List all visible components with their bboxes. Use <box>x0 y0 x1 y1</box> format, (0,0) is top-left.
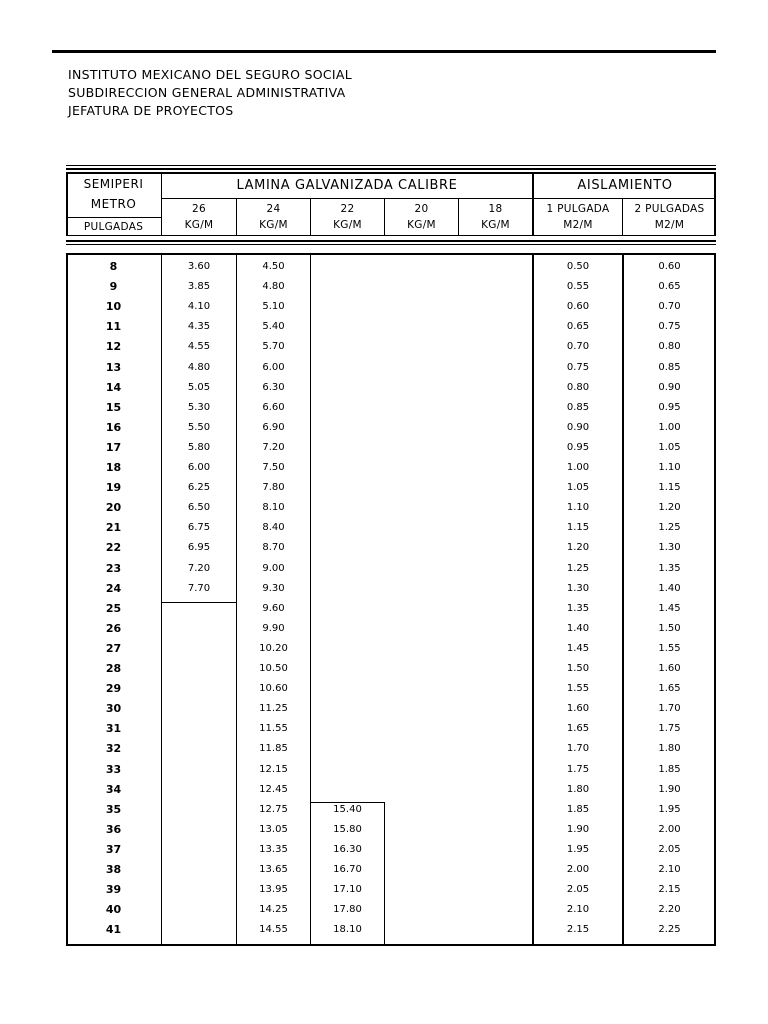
cell-a1: 0.65 <box>566 321 590 333</box>
semiperimeter-label-2: METRO <box>90 197 137 211</box>
cell-c24: 13.05 <box>259 823 288 835</box>
cell-c22: 16.70 <box>333 864 362 875</box>
gauge-26-end-rule <box>162 602 237 603</box>
cell-c24: 12.45 <box>259 783 288 795</box>
cell-c22: 15.80 <box>333 823 362 835</box>
cell-p: 40 <box>105 903 122 917</box>
cell-c24: 9.90 <box>262 622 285 634</box>
cell-c22: 17.80 <box>333 904 362 916</box>
cell-a2: 0.75 <box>658 321 681 333</box>
document-header <box>68 66 352 120</box>
cell-p: 28 <box>105 662 122 675</box>
cell-c24: 11.85 <box>259 743 288 755</box>
cell-a1: 0.50 <box>566 261 590 272</box>
cell-a2: 2.25 <box>658 924 681 936</box>
insulation-1in-unit: M2/M <box>563 218 593 231</box>
cell-a1: 1.05 <box>566 482 590 494</box>
body-bottom-border <box>66 944 716 946</box>
cell-p: 9 <box>109 280 118 294</box>
insulation-header: AISLAMIENTO <box>577 177 673 193</box>
cell-a2: 0.70 <box>658 301 681 313</box>
cell-p: 32 <box>105 742 122 756</box>
cell-c26: 5.30 <box>187 401 211 413</box>
cell-c24: 8.10 <box>262 502 285 514</box>
cell-p: 36 <box>105 822 122 836</box>
cell-a2: 0.80 <box>658 341 681 353</box>
cell-c24: 6.30 <box>262 381 285 393</box>
cell-a1: 0.70 <box>566 341 590 353</box>
gauge-26-label: 26 <box>192 202 206 215</box>
cell-a2: 1.60 <box>658 663 681 674</box>
cell-c22: 18.10 <box>333 924 362 936</box>
gauge-20-label: 20 <box>414 202 429 215</box>
cell-c24: 11.55 <box>259 723 288 735</box>
top-rule <box>52 50 716 53</box>
cell-c24: 12.15 <box>259 763 288 775</box>
cell-p: 31 <box>105 722 122 736</box>
galvanized-sheet-header: LAMINA GALVANIZADA CALIBRE <box>236 177 458 193</box>
table-top-rule <box>66 165 716 166</box>
cell-c24: 4.80 <box>262 281 285 293</box>
cell-c24: 6.60 <box>262 401 285 413</box>
cell-c24: 8.40 <box>262 522 285 534</box>
cell-c24: 13.95 <box>259 884 288 896</box>
cell-a1: 1.10 <box>566 502 590 514</box>
cell-a1: 2.15 <box>566 924 590 936</box>
col-divider-24 <box>310 253 311 944</box>
cell-c26: 4.80 <box>187 361 211 373</box>
table-top-rule-thick <box>66 168 716 170</box>
cell-p: 15 <box>105 400 122 414</box>
insulation-2in-label: 2 PULGADAS <box>634 202 705 215</box>
cell-p: 38 <box>105 863 122 876</box>
cell-c24: 10.20 <box>259 642 288 654</box>
gauge-20-unit: KG/M <box>407 218 436 231</box>
cell-a2: 1.50 <box>658 622 681 634</box>
cell-a1: 1.80 <box>566 783 590 795</box>
cell-p: 20 <box>105 501 122 515</box>
cell-a1: 0.95 <box>566 441 590 453</box>
header-bottom-rule <box>66 244 716 245</box>
cell-a1: 0.55 <box>566 281 590 293</box>
institution-name: INSTITUTO MEXICANO DEL SEGURO SOCIAL <box>68 67 353 82</box>
cell-c24: 7.80 <box>262 482 285 494</box>
cell-a2: 2.10 <box>658 864 681 875</box>
cell-a2: 2.15 <box>658 884 681 896</box>
gauge-22-label: 22 <box>340 202 355 215</box>
cell-c24: 7.50 <box>262 462 285 473</box>
cell-c26: 7.20 <box>187 562 211 574</box>
cell-p: 8 <box>109 260 118 273</box>
cell-c24: 9.60 <box>262 602 285 614</box>
cell-c24: 4.50 <box>262 261 285 272</box>
cell-a2: 1.20 <box>658 502 681 514</box>
cell-a2: 1.05 <box>658 441 681 453</box>
cell-a1: 1.65 <box>566 723 590 735</box>
cell-p: 41 <box>105 923 122 937</box>
cell-p: 10 <box>105 300 122 314</box>
cell-p: 24 <box>105 581 122 595</box>
cell-c24: 13.35 <box>259 843 288 855</box>
cell-c24: 5.40 <box>262 321 285 333</box>
cell-p: 22 <box>105 541 122 555</box>
cell-c26: 5.50 <box>187 421 211 433</box>
cell-a2: 1.25 <box>658 522 681 534</box>
cell-p: 19 <box>105 481 122 495</box>
cell-p: 29 <box>105 682 122 696</box>
cell-c26: 6.50 <box>187 502 211 514</box>
cell-c22: 16.30 <box>333 843 362 855</box>
cell-c24: 10.60 <box>259 683 288 695</box>
cell-a2: 0.65 <box>658 281 681 293</box>
cell-a2: 0.95 <box>658 401 681 413</box>
col-divider-22 <box>384 802 385 944</box>
cell-a2: 1.15 <box>658 482 681 494</box>
cell-a1: 1.30 <box>566 582 590 594</box>
cell-a1: 1.25 <box>566 562 590 574</box>
cell-a1: 1.75 <box>566 763 590 775</box>
table-header <box>66 172 716 236</box>
cell-c26: 3.60 <box>187 261 211 272</box>
cell-p: 30 <box>105 702 122 716</box>
cell-c24: 12.75 <box>259 803 288 815</box>
cell-c24: 5.70 <box>262 341 285 353</box>
cell-c26: 6.25 <box>187 482 211 494</box>
cell-c26: 6.95 <box>187 542 211 554</box>
cell-p: 11 <box>105 320 122 334</box>
cell-a1: 2.05 <box>566 884 590 896</box>
cell-c24: 7.20 <box>262 441 285 453</box>
cell-p: 25 <box>105 601 122 615</box>
gauge-24-label: 24 <box>266 202 281 215</box>
cell-a1: 1.45 <box>566 642 590 654</box>
cell-p: 35 <box>105 802 122 816</box>
col-divider-insulation <box>532 253 534 944</box>
insulation-2in-unit: M2/M <box>654 218 685 231</box>
cell-c24: 9.00 <box>262 562 285 574</box>
cell-c24: 9.30 <box>262 582 285 594</box>
cell-p: 13 <box>105 360 122 374</box>
cell-p: 17 <box>105 440 122 454</box>
cell-a2: 1.75 <box>658 723 681 735</box>
cell-c24: 6.90 <box>262 421 285 433</box>
cell-a1: 1.40 <box>566 622 590 634</box>
cell-a1: 1.55 <box>566 683 590 695</box>
cell-c24: 5.10 <box>262 301 285 313</box>
cell-a1: 2.00 <box>566 864 590 875</box>
cell-c24: 13.65 <box>259 864 288 875</box>
cell-a1: 1.60 <box>566 703 590 715</box>
cell-a2: 2.00 <box>658 823 681 835</box>
cell-c24: 8.70 <box>262 542 285 554</box>
cell-c24: 14.25 <box>259 904 288 916</box>
insulation-1in-label: 1 PULGADA <box>546 202 610 215</box>
cell-a2: 1.65 <box>658 683 681 695</box>
cell-a2: 1.95 <box>658 803 681 815</box>
cell-p: 37 <box>105 842 122 856</box>
cell-c26: 6.00 <box>187 462 211 473</box>
cell-p: 27 <box>105 641 122 655</box>
cell-a2: 1.10 <box>658 462 681 473</box>
col-divider-inches <box>161 253 162 944</box>
cell-a2: 1.45 <box>658 602 681 614</box>
cell-a2: 2.05 <box>658 843 681 855</box>
department-name: JEFATURA DE PROYECTOS <box>68 103 234 118</box>
gauge-18-unit: KG/M <box>481 218 510 231</box>
cell-p: 39 <box>105 883 122 897</box>
body-left-border <box>66 253 68 944</box>
cell-a1: 0.90 <box>566 421 590 433</box>
cell-c22: 15.40 <box>333 803 362 815</box>
cell-a2: 1.70 <box>658 703 681 715</box>
cell-a2: 0.85 <box>658 361 681 373</box>
gauge-18-label: 18 <box>488 202 503 215</box>
cell-c24: 6.00 <box>262 361 285 373</box>
cell-c26: 3.85 <box>187 281 211 293</box>
cell-p: 34 <box>105 782 122 796</box>
cell-c26: 4.55 <box>187 341 211 353</box>
cell-c26: 6.75 <box>187 522 211 534</box>
cell-a1: 1.70 <box>566 743 590 755</box>
cell-c26: 4.10 <box>187 301 211 313</box>
cell-a1: 0.80 <box>566 381 590 393</box>
cell-a2: 1.90 <box>658 783 681 795</box>
semiperimeter-label-1: SEMIPERI <box>83 177 144 191</box>
cell-c22: 17.10 <box>333 884 362 896</box>
col-divider-26 <box>236 253 237 944</box>
cell-a1: 1.20 <box>566 542 590 554</box>
cell-a2: 1.35 <box>658 562 681 574</box>
gauge-22-unit: KG/M <box>333 218 362 231</box>
cell-a1: 0.60 <box>566 301 590 313</box>
cell-c24: 14.55 <box>259 924 288 936</box>
cell-a2: 2.20 <box>658 904 681 916</box>
gauge-26-unit: KG/M <box>184 218 214 231</box>
cell-c26: 4.35 <box>187 321 211 333</box>
cell-a1: 1.35 <box>566 602 590 614</box>
table-body <box>66 253 716 944</box>
cell-a1: 2.10 <box>566 904 590 916</box>
gauge-24-unit: KG/M <box>259 218 288 231</box>
cell-p: 16 <box>105 420 122 434</box>
cell-a2: 1.40 <box>658 582 681 594</box>
header-bottom-rule-thick <box>66 240 716 242</box>
col-divider-insulation-2 <box>622 253 624 944</box>
cell-a1: 1.50 <box>566 663 590 674</box>
cell-a1: 1.15 <box>566 522 590 534</box>
cell-p: 12 <box>105 340 122 354</box>
cell-a2: 1.30 <box>658 542 681 554</box>
cell-a2: 1.80 <box>658 743 681 755</box>
cell-a1: 0.85 <box>566 401 590 413</box>
cell-a2: 0.60 <box>658 261 681 272</box>
cell-p: 33 <box>105 762 122 776</box>
cell-a1: 1.85 <box>566 803 590 815</box>
cell-a1: 0.75 <box>566 361 590 373</box>
cell-c26: 7.70 <box>187 582 211 594</box>
cell-p: 14 <box>105 380 122 394</box>
cell-p: 21 <box>105 521 122 535</box>
cell-a2: 0.90 <box>658 381 681 393</box>
cell-a1: 1.95 <box>566 843 590 855</box>
subdirection-name: SUBDIRECCION GENERAL ADMINISTRATIVA <box>68 85 346 100</box>
cell-p: 18 <box>105 461 122 474</box>
body-top-border <box>66 253 716 255</box>
cell-a1: 1.00 <box>566 462 590 473</box>
inches-label: PULGADAS <box>83 220 144 233</box>
cell-a2: 1.85 <box>658 763 681 775</box>
cell-c24: 11.25 <box>259 703 288 715</box>
cell-a2: 1.55 <box>658 642 681 654</box>
cell-c26: 5.80 <box>187 441 211 453</box>
cell-a1: 1.90 <box>566 823 590 835</box>
cell-p: 26 <box>105 621 122 635</box>
cell-a2: 1.00 <box>658 421 681 433</box>
cell-p: 23 <box>105 561 122 575</box>
cell-c24: 10.50 <box>259 663 288 674</box>
cell-c26: 5.05 <box>187 381 211 393</box>
